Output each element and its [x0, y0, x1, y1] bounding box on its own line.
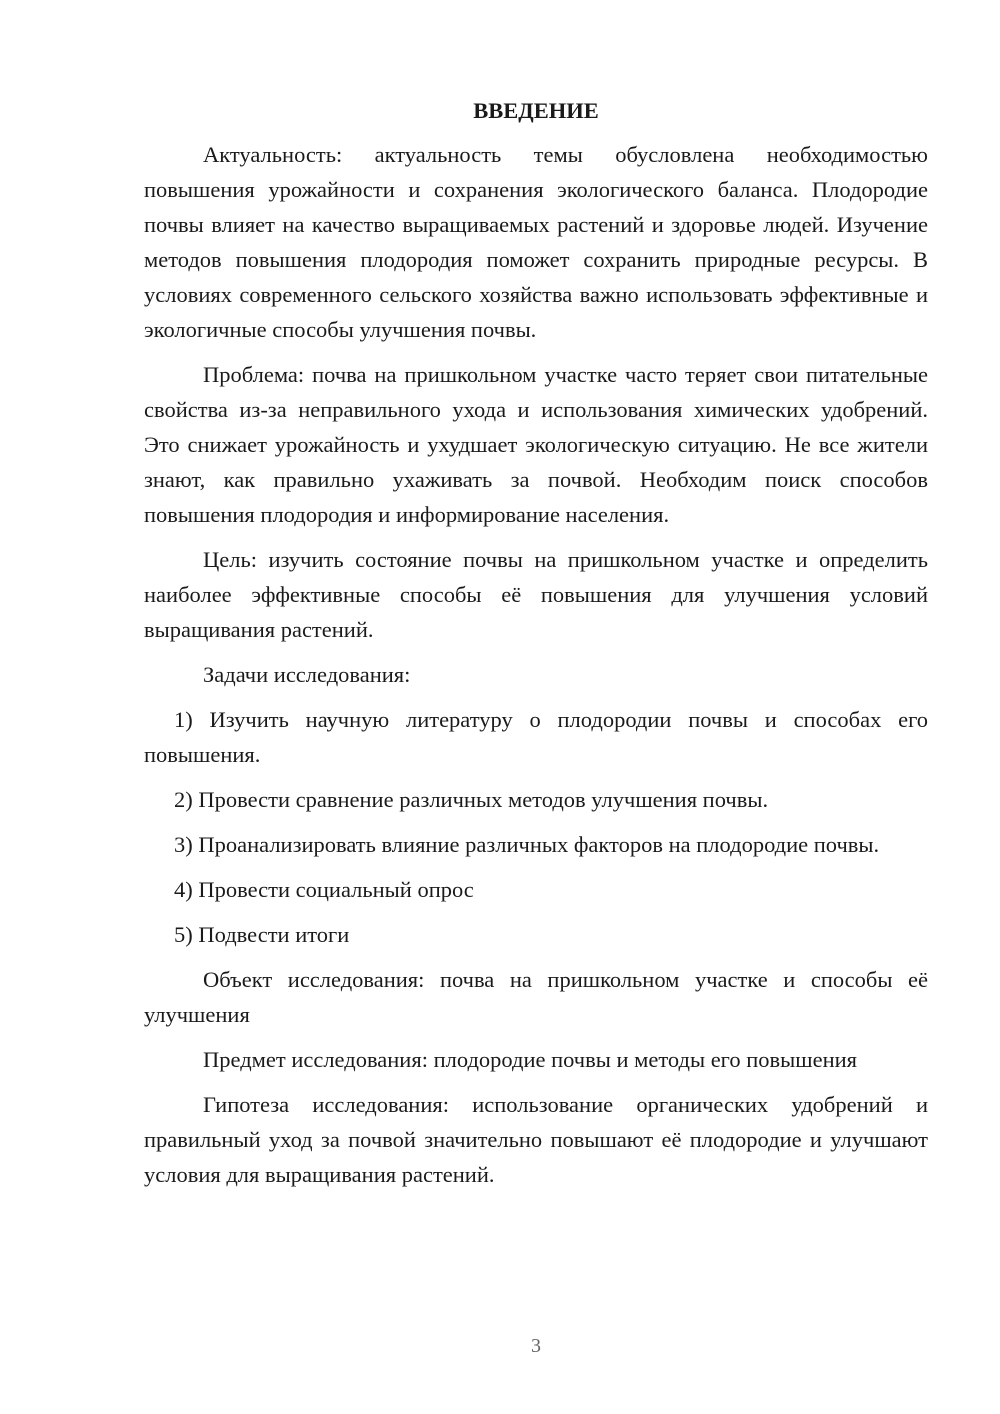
- paragraph-subject: Предмет исследования: плодородие почвы и методы его повышения: [203, 1047, 858, 1072]
- tasks-heading: Задачи исследования:: [203, 662, 411, 687]
- paragraph-relevance: Актуальность: актуальность темы обусловлена необходимостью повышения урожайности и сохранения экологического баланса. Плодородие почвы влияет на качество выращиваемых растений и здоровье людей. Изучение методов повышения плодородия поможет сохранить природные ресурсы. В условиях современного сельского хозяйства важно использовать эффективные и экологичные способы улучшения почвы.: [144, 142, 928, 342]
- task-item: 3) Проанализировать влияние различных факторов на плодородие почвы.: [174, 832, 880, 857]
- task-item: 1) Изучить научную литературу о плодородии почвы и способах его повышения.: [144, 707, 928, 767]
- task-item: 2) Провести сравнение различных методов улучшения почвы.: [174, 787, 769, 812]
- document-body: [144, 96, 928, 1202]
- paragraph-hypothesis: Гипотеза исследования: использование органических удобрений и правильный уход за почвой значительно повышают её плодородие и улучшают условия для выращивания растений.: [144, 1092, 928, 1187]
- page-number: 3: [531, 1335, 541, 1357]
- section-title: ВВЕДЕНИЕ: [473, 98, 599, 123]
- paragraph-object: Объект исследования: почва на пришкольном участке и способы её улучшения: [144, 967, 928, 1027]
- paragraph-problem: Проблема: почва на пришкольном участке часто теряет свои питательные свойства из-за неправильного ухода и использования химических удобрений. Это снижает урожайность и ухудшает экологическую ситуацию. Не все жители знают, как правильно ухаживать за почвой. Необходим поиск способов повышения плодородия и информирование населения.: [144, 362, 928, 527]
- task-item: 4) Провести социальный опрос: [174, 877, 474, 902]
- paragraph-goal: Цель: изучить состояние почвы на пришкольном участке и определить наиболее эффективные способы её повышения для улучшения условий выращивания растений.: [144, 547, 928, 642]
- task-item: 5) Подвести итоги: [174, 922, 350, 947]
